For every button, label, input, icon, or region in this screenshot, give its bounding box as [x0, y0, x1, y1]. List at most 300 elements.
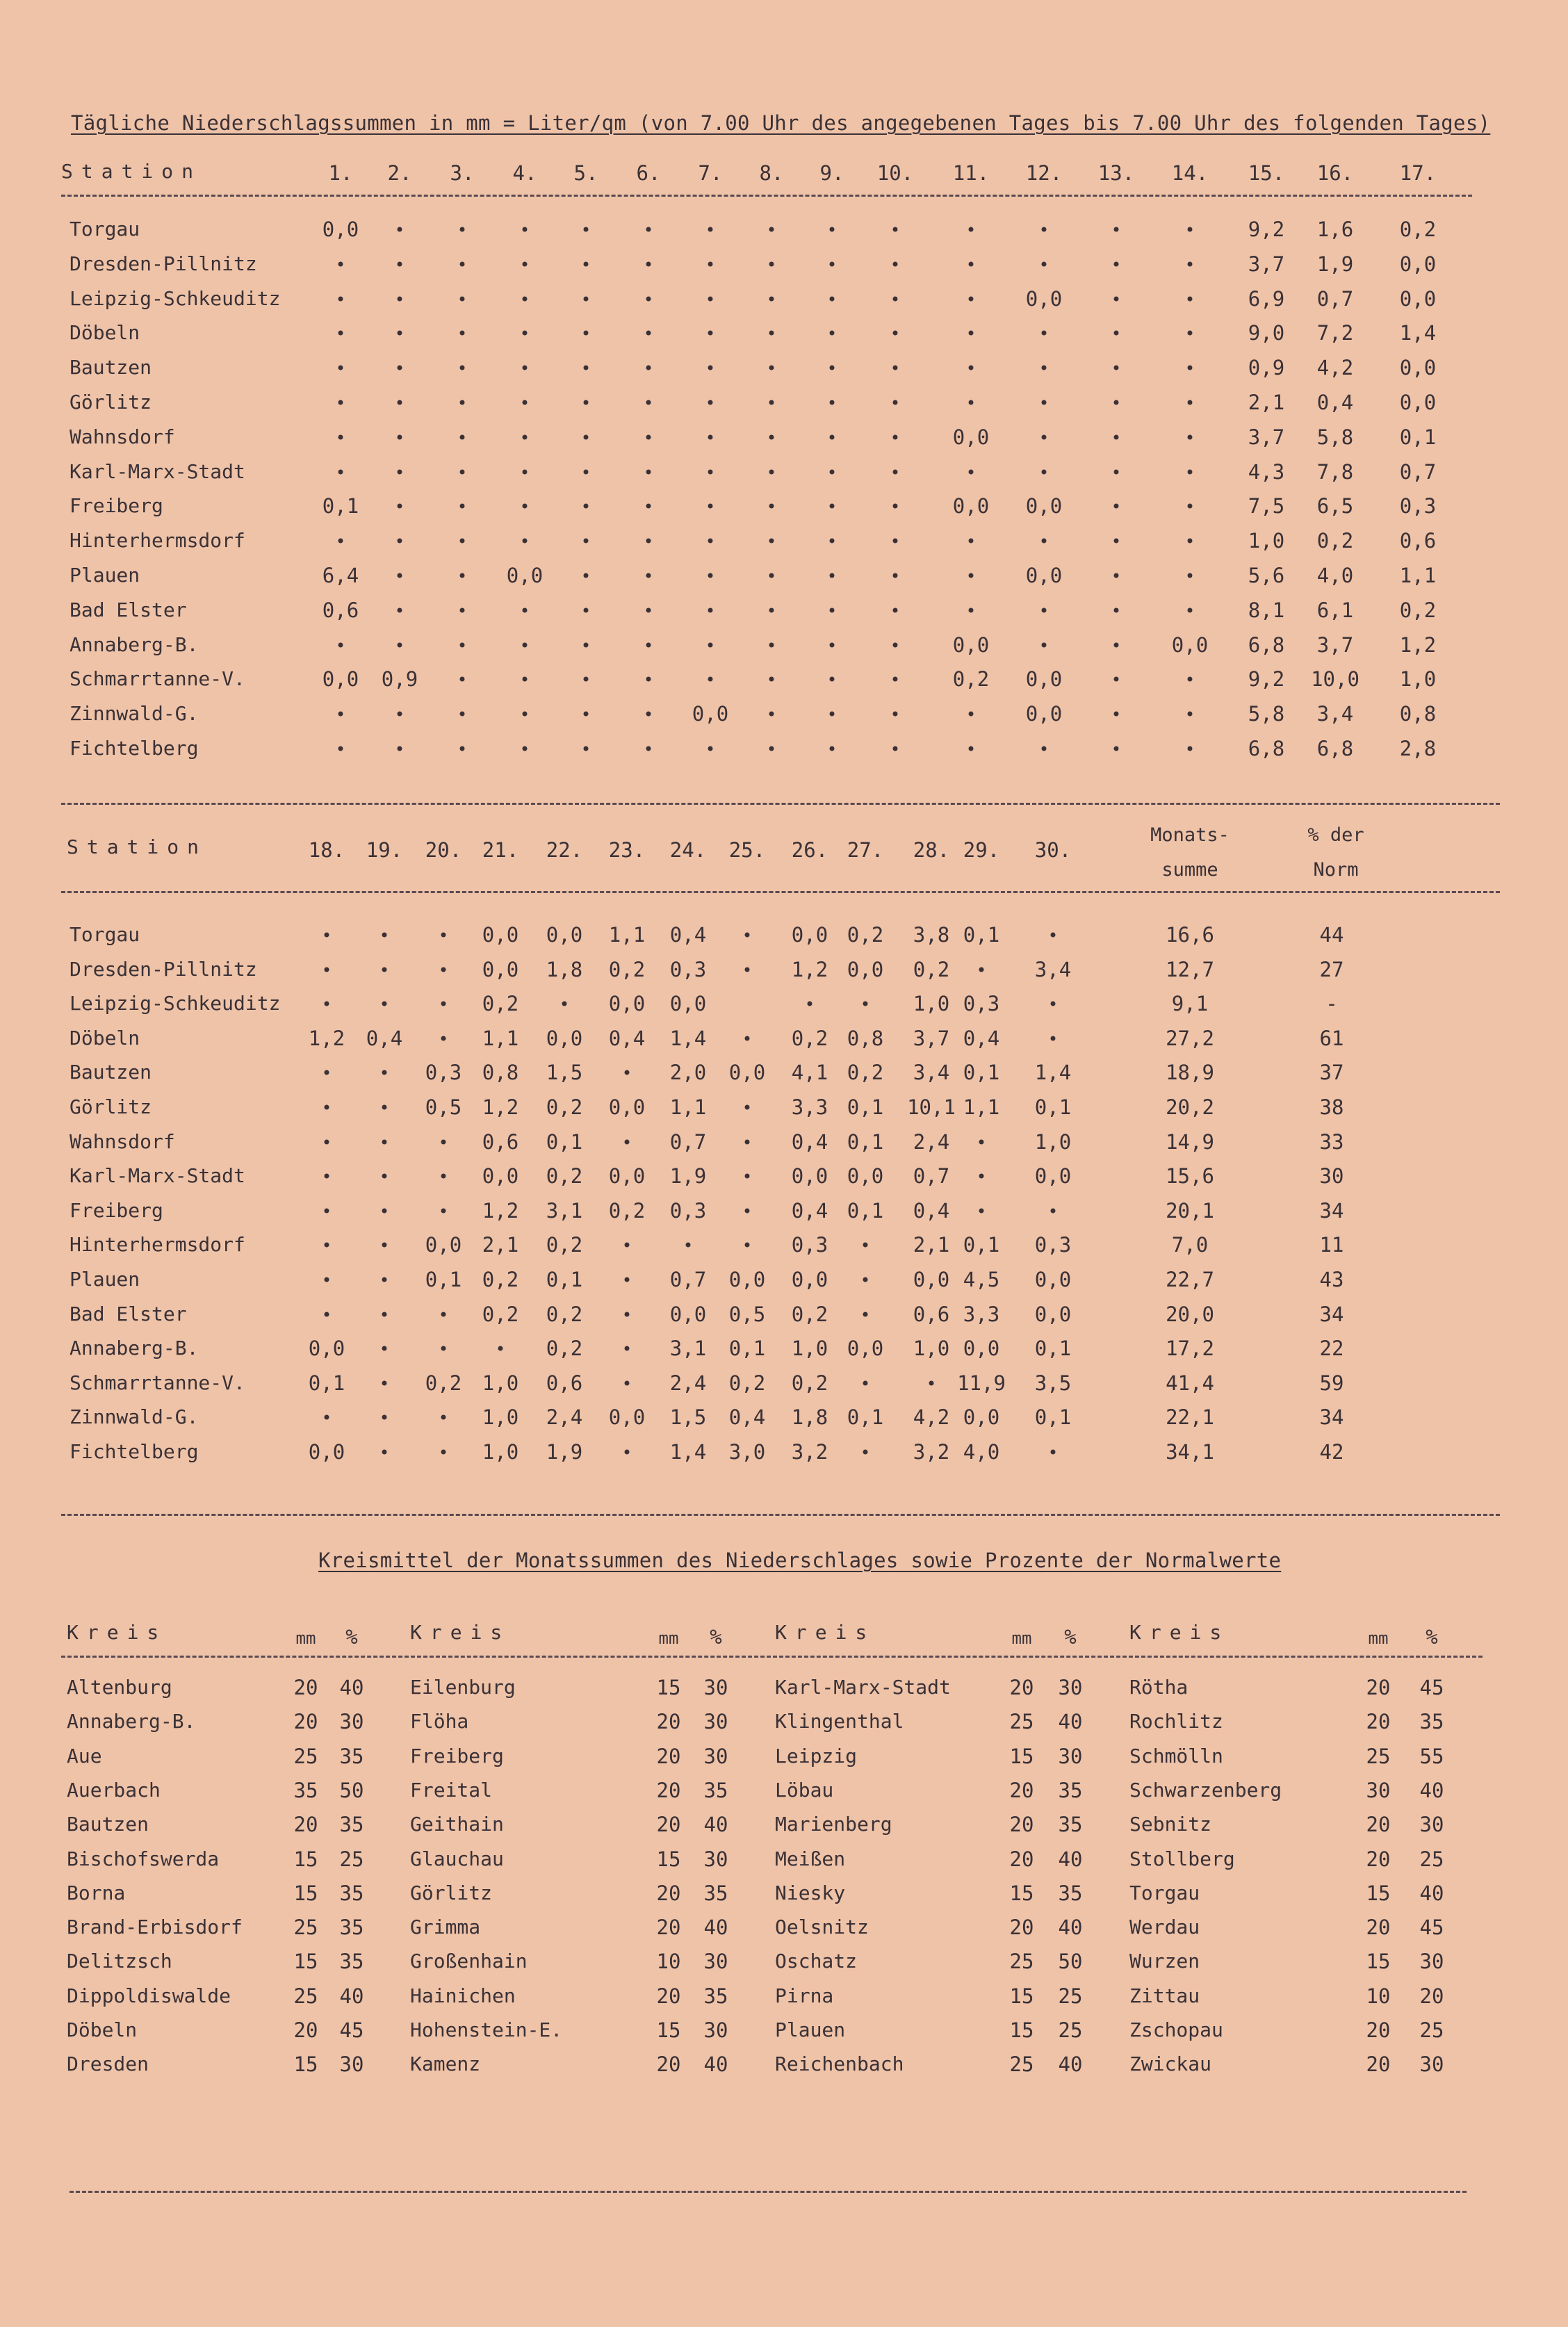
table1-value — [523, 261, 528, 266]
table1-value — [1114, 400, 1119, 405]
table1-value: 5,6 — [1248, 564, 1285, 587]
table2-monthly-sum: 22,1 — [1166, 1405, 1214, 1430]
table3-mm-value: 20 — [293, 1676, 318, 1699]
table3-pct-value: 40 — [703, 1916, 728, 1940]
table3-kreis-name: Dippoldiswalde — [67, 1984, 231, 2007]
table1-value — [769, 504, 774, 509]
table2-station-name: Fichtelberg — [70, 1440, 199, 1463]
table3-kreis-name: Marienberg — [775, 1813, 892, 1836]
table2-value: 0,7 — [669, 1129, 707, 1154]
table1-value — [646, 366, 651, 370]
table2-monthly-sum: 16,6 — [1166, 923, 1214, 947]
table3-mm-value: 15 — [1009, 1881, 1034, 1905]
table3-kreis-name: Döbeln — [67, 2018, 138, 2041]
table1-value — [1042, 469, 1047, 474]
table1-value — [1188, 331, 1193, 336]
table1-value — [769, 712, 774, 717]
table1-station-name: Torgau — [70, 218, 140, 240]
table1-value — [769, 296, 774, 301]
table2-value — [1051, 1036, 1056, 1040]
table1-value — [830, 539, 835, 544]
table1-value — [1042, 227, 1047, 232]
table2-value — [325, 1174, 329, 1179]
table1-value: 0,0 — [1171, 632, 1209, 657]
table1-value: 6,9 — [1248, 286, 1285, 311]
table2-value: 2,4 — [913, 1129, 950, 1154]
table1-value: 6,8 — [1248, 737, 1285, 760]
table1-value — [969, 331, 974, 336]
table1-value — [1042, 642, 1047, 647]
table1-value — [460, 573, 465, 578]
table1-day-header: 4. — [512, 161, 537, 185]
table1-value — [1188, 434, 1193, 439]
table1-station-name: Karl-Marx-Stadt — [70, 459, 245, 483]
table2-norm-percent: 34 — [1319, 1302, 1344, 1326]
table3-kreis-name: Klingenthal — [775, 1710, 904, 1733]
table2-value — [441, 1139, 446, 1144]
table1-value — [398, 539, 402, 544]
table1-day-header: 12. — [1025, 161, 1063, 185]
table1-value: 7,5 — [1248, 494, 1285, 519]
table2-value — [382, 1174, 387, 1179]
table2-station-name: Görlitz — [70, 1095, 152, 1118]
table3-kreis-name: Torgau — [1129, 1881, 1200, 1904]
table3-mm-value: 35 — [293, 1778, 318, 1802]
table1-value: 0,0 — [952, 494, 990, 519]
table1-value — [1114, 539, 1119, 544]
table2-value: 1,0 — [482, 1371, 519, 1395]
table1-value — [708, 642, 713, 647]
table3-kreis-name: Kamenz — [410, 2052, 481, 2076]
table1-station-name: Hinterhermsdorf — [70, 529, 245, 553]
table3-kreis-name: Freital — [410, 1778, 493, 1802]
table1-value: 3,7 — [1248, 425, 1285, 449]
table3-mm-header: mm — [1011, 1628, 1032, 1648]
table1-value — [523, 400, 528, 405]
table2-value: 0,2 — [546, 1095, 583, 1119]
table1-value: 0,0 — [506, 564, 544, 587]
table3-pct-value: 40 — [339, 1984, 364, 2008]
table2-value: 1,0 — [791, 1337, 828, 1361]
table2-value: 0,4 — [791, 1129, 828, 1154]
table1-day-header: 13. — [1097, 161, 1135, 185]
table1-value — [708, 573, 713, 578]
table3-mm-value: 20 — [1366, 1847, 1391, 1871]
table2-value: 0,0 — [791, 1164, 828, 1189]
table2-value: 0,0 — [728, 1268, 766, 1291]
table2-day-header: 18. — [308, 838, 345, 862]
table3-mm-value: 25 — [1366, 1744, 1391, 1768]
table1-value — [969, 296, 974, 301]
table1-value — [523, 607, 528, 612]
table2-value — [382, 1139, 387, 1144]
table1-value — [893, 607, 898, 612]
table2-day-header: 20. — [425, 838, 462, 862]
table2-value: 0,2 — [546, 1233, 583, 1257]
table1-value: 1,0 — [1399, 667, 1437, 692]
table2-value: 0,0 — [546, 1026, 583, 1050]
table1-value: 0,4 — [1316, 391, 1354, 414]
table3-pct-value: 25 — [1419, 2018, 1444, 2042]
table2-bottom-rule — [61, 1514, 1500, 1516]
table1-value — [893, 642, 898, 647]
table3-mm-value: 25 — [293, 1916, 318, 1940]
table1-value: 0,1 — [322, 494, 359, 519]
table1-value — [769, 400, 774, 405]
table2-value — [325, 1243, 329, 1248]
table3-kreis-name: Zschopau — [1129, 2018, 1223, 2041]
table1-value — [398, 261, 402, 266]
table3-pct-value: 35 — [339, 1881, 364, 1905]
table1-value — [969, 400, 974, 405]
table3-mm-value: 20 — [1009, 1916, 1034, 1940]
table2-value: 1,1 — [608, 923, 646, 947]
table2-value: 0,0 — [482, 923, 519, 947]
table1-value — [523, 712, 528, 717]
table3-pct-value: 30 — [339, 1710, 364, 1734]
table1-day-header: 9. — [819, 161, 844, 185]
table2-value — [498, 1346, 503, 1351]
table2-value: 0,1 — [847, 1198, 884, 1223]
table1-value — [769, 642, 774, 647]
table1-station-name: Annaberg-B. — [70, 632, 199, 656]
table2-value: 0,3 — [669, 1198, 707, 1223]
table1-value: 0,9 — [381, 667, 418, 692]
table3-mm-value: 20 — [656, 1813, 681, 1837]
table2-value: 0,0 — [791, 1268, 828, 1291]
table1-value — [708, 677, 713, 682]
table1-value: 3,7 — [1248, 252, 1285, 276]
table1-value — [893, 366, 898, 370]
table1-value — [1188, 677, 1193, 682]
table3-pct-value: 35 — [1419, 1710, 1444, 1734]
table1-station-name: Schmarrtanne-V. — [70, 667, 245, 691]
table3-pct-value: 30 — [1419, 2052, 1444, 2077]
table1-value — [708, 261, 713, 266]
table1-value — [646, 607, 651, 612]
table3-kreis-name: Sebnitz — [1129, 1813, 1212, 1836]
table3-mm-value: 20 — [1366, 1916, 1391, 1940]
table3-kreis-name: Glauchau — [410, 1847, 504, 1870]
table1-value — [646, 400, 651, 405]
table1-value: 3,4 — [1316, 702, 1354, 726]
table1-value — [769, 434, 774, 439]
table2-value: 3,1 — [669, 1337, 707, 1361]
table2-value — [1051, 933, 1056, 938]
table2-norm-percent: 61 — [1319, 1026, 1344, 1050]
table1-value — [523, 642, 528, 647]
table1-value — [830, 469, 835, 474]
table3-mm-value: 15 — [656, 1676, 681, 1699]
table1-value — [523, 677, 528, 682]
table1-value: 6,4 — [322, 564, 359, 587]
table3-mm-value: 30 — [1366, 1778, 1391, 1802]
table2-value: 0,2 — [546, 1164, 583, 1189]
table2-value: 1,4 — [669, 1026, 707, 1050]
table2-value — [441, 1415, 446, 1420]
table2-value: 0,5 — [728, 1302, 766, 1326]
table1-value — [398, 746, 402, 751]
table2-value — [1051, 1002, 1056, 1006]
table2-value: 0,2 — [546, 1302, 583, 1326]
table3-pct-value: 40 — [1058, 1916, 1083, 1940]
table2-value — [745, 933, 750, 938]
table3-pct-value: 30 — [1419, 1950, 1444, 1974]
table2-value — [441, 1002, 446, 1006]
table3-pct-value: 35 — [703, 1778, 728, 1802]
table2-value: 0,8 — [847, 1026, 884, 1050]
table1-station-name: Görlitz — [70, 391, 152, 414]
table1-value — [1114, 227, 1119, 232]
table3-kreis-name: Meißen — [775, 1847, 846, 1870]
table1-value: 10,0 — [1311, 667, 1359, 692]
table2-value — [325, 1277, 329, 1282]
table2-value — [441, 1036, 446, 1040]
table1-value — [1042, 434, 1047, 439]
table1-value — [338, 434, 343, 439]
table3-kreis-name: Aue — [67, 1744, 102, 1767]
table2-value: 1,0 — [482, 1440, 519, 1464]
table3-mm-value: 20 — [1366, 1676, 1391, 1699]
table1-value — [830, 677, 835, 682]
table2-norm-percent: 11 — [1319, 1233, 1344, 1257]
table2-value: 0,3 — [963, 992, 1000, 1016]
table1-value — [708, 607, 713, 612]
table1-value: 6,1 — [1316, 598, 1354, 622]
table2-value — [325, 1105, 329, 1110]
table1-value: 0,6 — [1399, 529, 1437, 553]
table1-value — [830, 642, 835, 647]
table1-value — [830, 366, 835, 370]
table3-mm-value: 20 — [656, 1744, 681, 1768]
table2-monthly-header: Monats- — [1150, 824, 1230, 846]
table1-value — [460, 400, 465, 405]
table3-kreis-name: Oschatz — [775, 1950, 858, 1973]
table3-mm-value: 25 — [1009, 1950, 1034, 1974]
table1-value — [646, 504, 651, 509]
table3-pct-value: 30 — [703, 1847, 728, 1871]
table2-value — [325, 1208, 329, 1213]
table2-value: 0,4 — [608, 1026, 646, 1050]
table3-mm-value: 20 — [656, 1984, 681, 2008]
table3-pct-value: 30 — [703, 1950, 728, 1974]
table3-pct-value: 30 — [703, 2018, 728, 2042]
table2-value: 0,4 — [791, 1198, 828, 1223]
table1-value — [523, 469, 528, 474]
table1-value — [1042, 400, 1047, 405]
table2-monthly-sum: 20,2 — [1166, 1095, 1214, 1119]
table3-mm-header: mm — [658, 1628, 679, 1648]
table2-monthly-sum: 18,9 — [1166, 1061, 1214, 1085]
table2-value — [441, 1174, 446, 1179]
table2-value: 0,2 — [791, 1371, 828, 1395]
table1-value — [646, 539, 651, 544]
table2-value — [929, 1380, 934, 1385]
table1-value — [460, 712, 465, 717]
table3-kreis-name: Bischofswerda — [67, 1847, 220, 1870]
table2-value: 0,0 — [308, 1337, 345, 1361]
table1-value: 6,5 — [1316, 494, 1354, 519]
table2-value: 2,4 — [546, 1405, 583, 1430]
table2-value: 0,0 — [847, 957, 884, 981]
table2-day-header: 21. — [482, 838, 519, 862]
table1-value — [523, 296, 528, 301]
table1-value: 2,8 — [1399, 737, 1437, 760]
table2-norm-percent: 37 — [1319, 1061, 1344, 1085]
table2-value: 3,0 — [728, 1440, 766, 1464]
table3-kreis-name: Dresden — [67, 2052, 149, 2076]
table2-value — [382, 1243, 387, 1248]
table2-value: 4,2 — [913, 1405, 950, 1430]
table1-value — [1114, 261, 1119, 266]
table2-value: 3,8 — [913, 923, 950, 947]
table2-value — [441, 933, 446, 938]
table3-kreis-header: Kreis — [410, 1621, 511, 1644]
table2-value: 0,2 — [482, 1268, 519, 1291]
table1-value — [969, 366, 974, 370]
table2-value — [382, 1070, 387, 1075]
table1-day-header: 15. — [1248, 161, 1285, 185]
table1-value — [460, 746, 465, 751]
table2-value: 1,2 — [482, 1198, 519, 1223]
table2-value: 0,0 — [728, 1061, 766, 1085]
table2-header-rule — [61, 891, 1500, 893]
table2-value: 11,9 — [957, 1371, 1006, 1395]
table2-value — [745, 967, 750, 972]
table1-value: 0,6 — [322, 598, 359, 622]
table1-value — [523, 539, 528, 544]
table2-value: 10,1 — [907, 1095, 956, 1119]
table2-value — [745, 1036, 750, 1040]
table2-value — [441, 1208, 446, 1213]
table3-pct-value: 30 — [1419, 1813, 1444, 1837]
table3-pct-value: 45 — [1419, 1916, 1444, 1940]
table2-norm-percent: 38 — [1319, 1095, 1344, 1119]
table3-mm-value: 20 — [293, 1813, 318, 1837]
table1-value — [584, 400, 589, 405]
table2-monthly-sum: 41,4 — [1166, 1371, 1214, 1395]
table2-value: 3,4 — [913, 1061, 950, 1085]
table1-value — [830, 607, 835, 612]
table2-norm-percent: 34 — [1319, 1405, 1344, 1430]
table3-kreis-name: Rötha — [1129, 1676, 1189, 1699]
table1-value — [460, 504, 465, 509]
table3-pct-value: 25 — [1058, 2018, 1083, 2042]
table2-value: 0,2 — [425, 1371, 462, 1395]
table2-value: 0,1 — [425, 1268, 462, 1291]
table2-value — [441, 1346, 446, 1351]
table1-station-name: Wahnsdorf — [70, 425, 175, 448]
table3-mm-value: 15 — [1009, 1984, 1034, 2008]
table2-station-name: Dresden-Pillnitz — [70, 957, 257, 981]
table1-value: 7,2 — [1316, 321, 1354, 345]
table1-value — [1114, 573, 1119, 578]
table1-value — [1188, 573, 1193, 578]
table2-value: 0,4 — [669, 923, 707, 947]
table1-value — [708, 539, 713, 544]
table3-kreis-name: Pirna — [775, 1984, 834, 2007]
table2-value: 4,0 — [963, 1440, 1000, 1464]
table3-pct-value: 35 — [1058, 1881, 1083, 1905]
table1-value — [398, 469, 402, 474]
table3-kreis-name: Plauen — [775, 2018, 846, 2041]
table2-value — [325, 1139, 329, 1144]
table2-value: 0,0 — [546, 923, 583, 947]
table1-value — [1188, 296, 1193, 301]
table2-value — [745, 1139, 750, 1144]
table2-value — [979, 1174, 984, 1179]
table1-value — [523, 366, 528, 370]
table1-value — [584, 746, 589, 751]
table1-value — [1114, 746, 1119, 751]
table1-value — [398, 573, 402, 578]
table2-day-header: 30. — [1034, 838, 1072, 862]
table1-value — [398, 400, 402, 405]
table2-station-name: Plauen — [70, 1268, 140, 1291]
table1-value: 6,8 — [1316, 737, 1354, 760]
table2-value — [745, 1243, 750, 1248]
table3-pct-value: 50 — [1058, 1950, 1083, 1974]
table3-pct-value: 55 — [1419, 1744, 1444, 1768]
table3-mm-value: 20 — [1366, 2018, 1391, 2042]
table2-value — [625, 1277, 630, 1282]
table1-value — [893, 469, 898, 474]
table2-value — [863, 1243, 868, 1248]
table1-value — [830, 573, 835, 578]
table1-value — [769, 677, 774, 682]
table2-value — [863, 1380, 868, 1385]
table2-value: 0,0 — [608, 992, 646, 1016]
table1-value: 9,0 — [1248, 321, 1285, 345]
table1-value — [646, 642, 651, 647]
table2-norm-percent: 34 — [1319, 1198, 1344, 1223]
table3-kreis-name: Schwarzenberg — [1129, 1778, 1282, 1802]
table3-kreis-header: Kreis — [1129, 1621, 1230, 1644]
table2-value: 1,0 — [1034, 1129, 1072, 1154]
table3-kreis-name: Niesky — [775, 1881, 846, 1904]
table1-value — [1042, 261, 1047, 266]
table3-kreis-name: Eilenburg — [410, 1676, 516, 1699]
table2-value: 0,0 — [847, 1337, 884, 1361]
table2-value: 1,2 — [482, 1095, 519, 1119]
table1-value — [769, 746, 774, 751]
table3-pct-value: 40 — [1419, 1881, 1444, 1905]
table2-monthly-sum: 14,9 — [1166, 1129, 1214, 1154]
table2-norm-percent: 59 — [1319, 1371, 1344, 1395]
table3-mm-value: 20 — [293, 2018, 318, 2042]
table2-station-name: Hinterhermsdorf — [70, 1233, 245, 1257]
table2-value — [382, 1415, 387, 1420]
table2-value — [686, 1243, 691, 1248]
table2-value: 3,3 — [791, 1095, 828, 1119]
table1-value: 0,2 — [1316, 529, 1354, 553]
table3-pct-value: 40 — [703, 2052, 728, 2077]
table2-value — [863, 1002, 868, 1006]
table2-value — [382, 933, 387, 938]
table1-value — [893, 400, 898, 405]
table1-value — [398, 642, 402, 647]
table2-value: 0,1 — [308, 1371, 345, 1395]
table1-value — [1042, 331, 1047, 336]
table2-monthly-header: summe — [1161, 859, 1218, 881]
table2-value: 0,7 — [913, 1164, 950, 1189]
table2-value: 1,5 — [669, 1405, 707, 1430]
table1-value — [1188, 539, 1193, 544]
table2-value: 0,3 — [791, 1233, 828, 1257]
table2-value: 1,2 — [308, 1026, 345, 1050]
table3-pct-value: 30 — [703, 1710, 728, 1734]
table3-pct-value: 35 — [703, 1881, 728, 1905]
